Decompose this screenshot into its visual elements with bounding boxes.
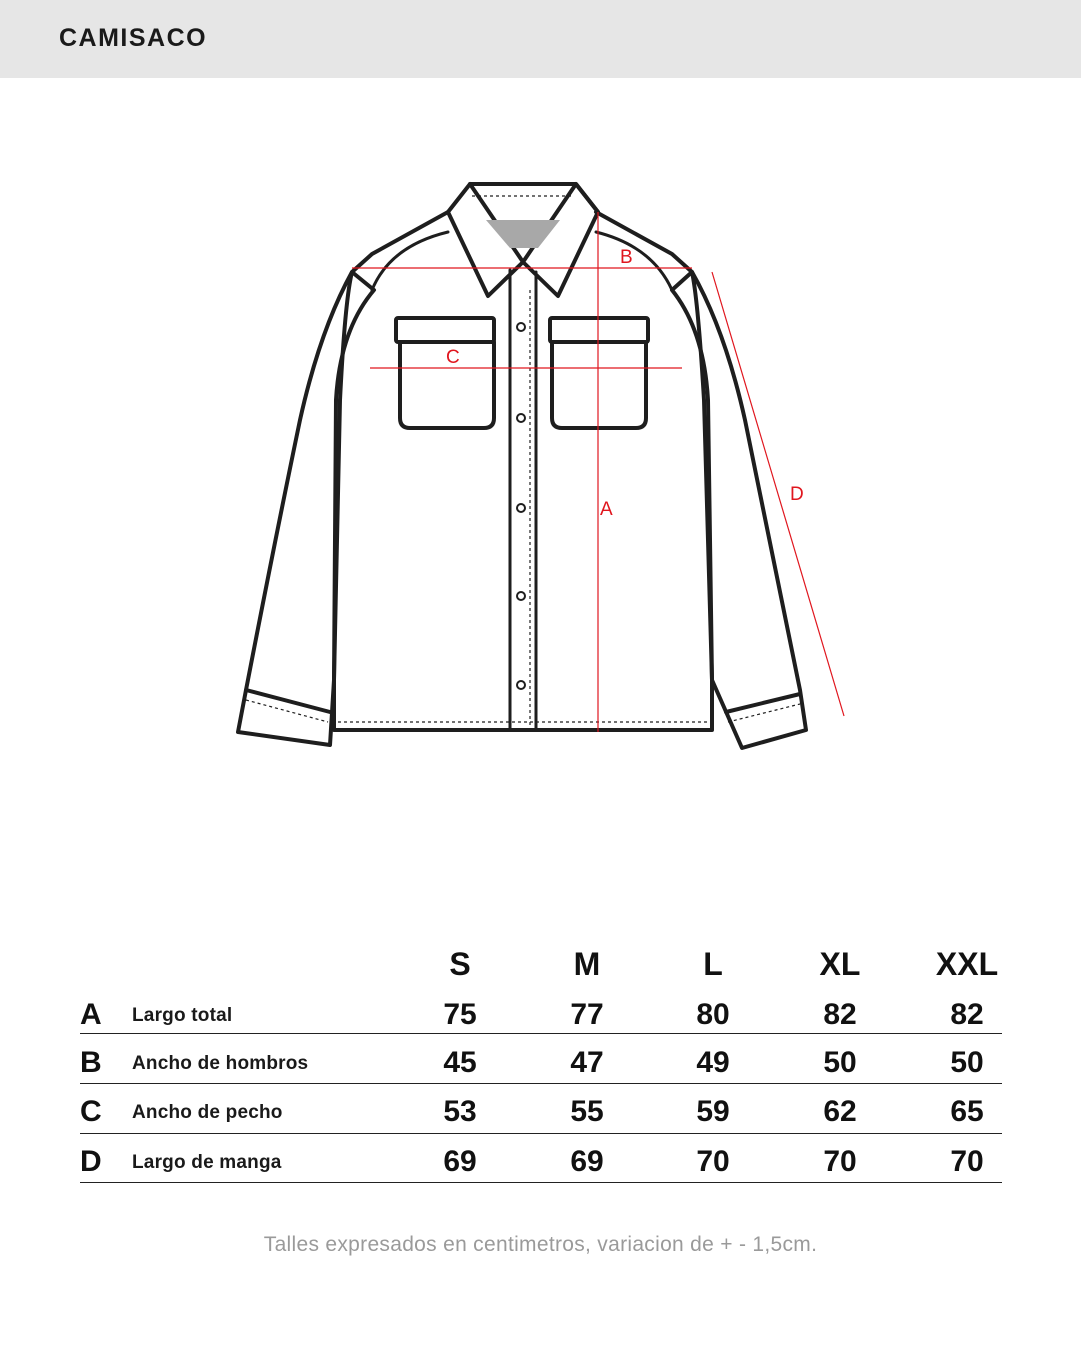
value-xxl: 82 [950, 998, 984, 1031]
right-pocket [552, 342, 646, 428]
measure-line-d [712, 272, 844, 716]
row-letter: D [80, 1145, 102, 1178]
size-header-s: S [449, 946, 471, 982]
value-xl: 82 [823, 998, 857, 1031]
button-1 [517, 323, 525, 331]
value-m: 77 [570, 998, 604, 1031]
measure-label-c: C [446, 347, 460, 368]
page-title: CAMISACO [59, 24, 208, 52]
row-letter: C [80, 1095, 102, 1128]
table-row-b [80, 1046, 1002, 1094]
button-3 [517, 504, 525, 512]
value-xl: 62 [823, 1095, 857, 1128]
size-header-xl: XL [819, 946, 861, 982]
size-header-l: L [703, 946, 723, 982]
value-l: 49 [696, 1046, 730, 1079]
measure-label-b: B [620, 247, 633, 268]
value-s: 75 [443, 998, 477, 1031]
value-m: 55 [570, 1095, 604, 1128]
row-divider [80, 1182, 1002, 1183]
size-header-xxl: XXL [935, 946, 999, 982]
left-sleeve-outline [238, 272, 374, 745]
row-divider [80, 1033, 1002, 1034]
left-cuff [246, 690, 330, 712]
value-l: 59 [696, 1095, 730, 1128]
shirt-body-outline [334, 212, 712, 730]
right-cuff [726, 694, 800, 712]
value-xl: 50 [823, 1046, 857, 1079]
row-divider [80, 1133, 1002, 1134]
footnote: Talles expresados en centimetros, variacion de + - 1,5cm. [263, 1233, 818, 1256]
value-m: 69 [570, 1145, 604, 1178]
value-s: 45 [443, 1046, 477, 1079]
row-letter: B [80, 1046, 102, 1079]
measure-label-a: A [600, 499, 613, 520]
value-m: 47 [570, 1046, 604, 1079]
left-shoulder-seam [372, 232, 448, 290]
value-l: 70 [696, 1145, 730, 1178]
row-letter: A [80, 998, 102, 1031]
table-row-a [80, 998, 1002, 1046]
collar-inner-shade [486, 220, 560, 248]
value-xxl: 50 [950, 1046, 984, 1079]
value-xxl: 65 [950, 1095, 984, 1128]
value-s: 53 [443, 1095, 477, 1128]
left-cuff-stitch [246, 700, 328, 722]
measure-label-d: D [790, 484, 804, 505]
right-shoulder-seam [596, 232, 672, 290]
row-name: Largo de manga [132, 1152, 282, 1173]
right-sleeve-outline [672, 272, 806, 748]
row-divider [80, 1083, 1002, 1084]
table-row-d [80, 1145, 1002, 1193]
value-l: 80 [696, 998, 730, 1031]
button-4 [517, 592, 525, 600]
right-cuff-stitch [728, 704, 800, 722]
value-xl: 70 [823, 1145, 857, 1178]
row-name: Ancho de pecho [132, 1102, 283, 1123]
size-header-m: M [573, 946, 601, 982]
right-pocket-flap [550, 318, 648, 342]
button-5 [517, 681, 525, 689]
row-name: Largo total [132, 1005, 233, 1026]
value-xxl: 70 [950, 1145, 984, 1178]
row-name: Ancho de hombros [132, 1053, 309, 1074]
table-row-c [80, 1095, 1002, 1143]
button-2 [517, 414, 525, 422]
value-s: 69 [443, 1145, 477, 1178]
left-pocket-flap [396, 318, 494, 342]
